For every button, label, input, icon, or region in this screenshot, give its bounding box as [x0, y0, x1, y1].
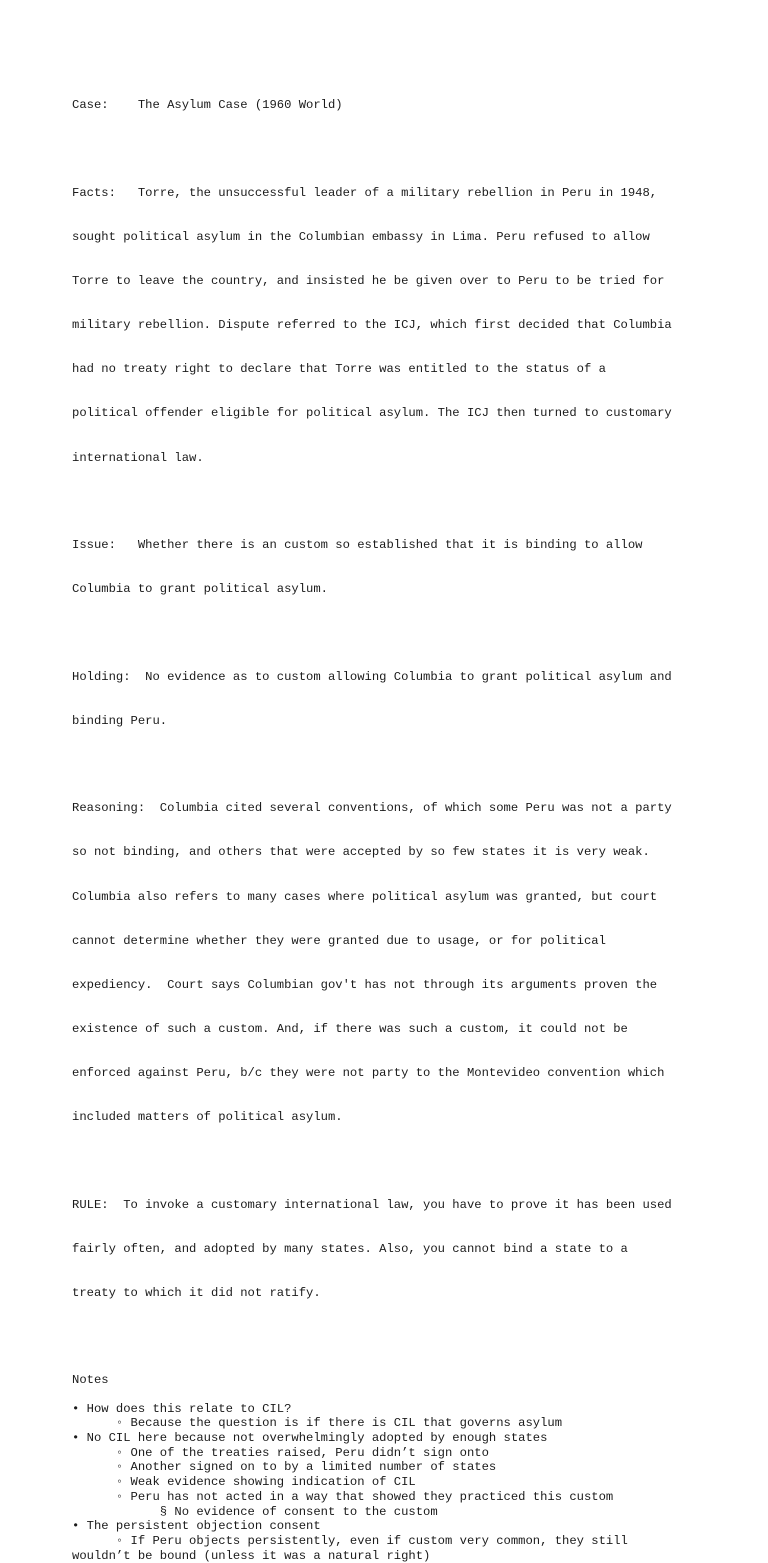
facts-line: international law. [72, 450, 204, 465]
notes-bullet: • How does this relate to CIL? [72, 1401, 292, 1416]
issue-line: Issue: Whether there is an custom so established that it is binding to allow [72, 538, 643, 553]
reasoning-line: expediency. Court says Columbian gov't has not through its arguments proven the [72, 977, 658, 992]
reasoning-line: cannot determine whether they were granted due to usage, or for political [72, 933, 606, 948]
notes-sub-bullet: ◦ Weak evidence showing indication of CIL [72, 1475, 416, 1490]
holding-line: Holding: No evidence as to custom allowing Columbia to grant political asylum and [72, 669, 672, 684]
notes-sub-sub-bullet: § No evidence of consent to the custom [72, 1504, 438, 1519]
facts-line: political offender eligible for political asylum. The ICJ then turned to customary [72, 406, 672, 421]
reasoning-paragraph [72, 772, 712, 1154]
notes-list [72, 1402, 712, 1563]
holding-paragraph [72, 640, 712, 758]
issue-line: Columbia to grant political asylum. [72, 582, 328, 597]
rule-line: RULE: To invoke a customary international law, you have to prove it has been used [72, 1197, 672, 1212]
facts-paragraph [72, 157, 712, 495]
notes-continuation: wouldn’t be bound (unless it was a natural right) [72, 1548, 431, 1563]
facts-line: Facts: Torre, the unsuccessful leader of a military rebellion in Peru in 1948, [72, 185, 658, 200]
facts-line: had no treaty right to declare that Torre was entitled to the status of a [72, 362, 606, 377]
facts-line: sought political asylum in the Columbian embassy in Lima. Peru refused to allow [72, 230, 650, 245]
reasoning-line: so not binding, and others that were accepted by so few states it is very weak. [72, 845, 650, 860]
reasoning-line: Reasoning: Columbia cited several conventions, of which some Peru was not a party [72, 801, 672, 816]
notes-sub-bullet: ◦ Because the question is if there is CIL that governs asylum [72, 1416, 563, 1431]
reasoning-line: Columbia also refers to many cases where political asylum was granted, but court [72, 889, 658, 904]
notes-sub-bullet: ◦ Peru has not acted in a way that showed they practiced this custom [72, 1489, 614, 1504]
rule-line: fairly often, and adopted by many states. Also, you cannot bind a state to a [72, 1241, 628, 1256]
case-line: Case: The Asylum Case (1960 World) [72, 98, 343, 113]
notes-sub-bullet: ◦ Another signed on to by a limited number of states [72, 1460, 497, 1475]
facts-line: Torre to leave the country, and insisted he be given over to Peru to be tried for [72, 274, 665, 289]
reasoning-line: included matters of political asylum. [72, 1110, 343, 1125]
notes-heading: Notes [72, 1372, 109, 1387]
notes-bullet: • No CIL here because not overwhelmingly adopted by enough states [72, 1431, 548, 1446]
document-page [72, 69, 712, 1563]
notes-sub-bullet: ◦ If Peru objects persistently, even if custom very common, they still [72, 1533, 628, 1548]
reasoning-line: existence of such a custom. And, if there was such a custom, it could not be [72, 1021, 628, 1036]
notes-sub-bullet: ◦ One of the treaties raised, Peru didn’t sign onto [72, 1445, 489, 1460]
holding-line: binding Peru. [72, 713, 168, 728]
notes-bullet: • The persistent objection consent [72, 1519, 321, 1534]
reasoning-line: enforced against Peru, b/c they were not party to the Montevideo convention which [72, 1066, 665, 1080]
rule-paragraph [72, 1168, 712, 1330]
rule-line: treaty to which it did not ratify. [72, 1285, 321, 1300]
case-paragraph [72, 69, 712, 143]
facts-line: military rebellion. Dispute referred to the ICJ, which first decided that Columbia [72, 318, 672, 333]
issue-paragraph [72, 509, 712, 627]
